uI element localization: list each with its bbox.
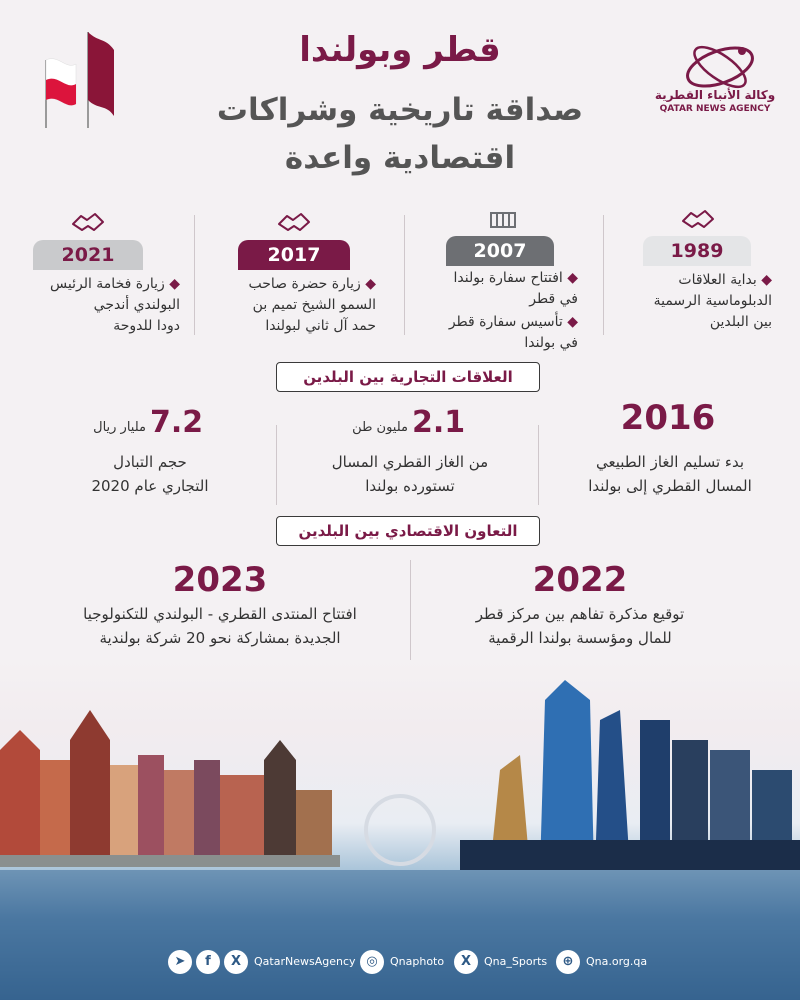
- telegram-icon[interactable]: ➤: [168, 950, 192, 974]
- timeline-1989-text: ◆ بداية العلاقات الدبلوماسية الرسمية بين البلدين: [653, 272, 772, 330]
- instagram-icon[interactable]: ◎: [360, 950, 384, 974]
- x-icon[interactable]: X: [224, 950, 248, 974]
- page-title: قطر وبولندا: [299, 30, 501, 70]
- divider: [538, 425, 539, 505]
- coop-2023-year: 2023: [172, 560, 268, 600]
- globe-icon[interactable]: ⊕: [556, 950, 580, 974]
- website-link[interactable]: Qna.org.qa: [586, 955, 648, 968]
- x-icon[interactable]: X: [454, 950, 478, 974]
- timeline-2007-text: ◆ افتتاح سفارة بولندا في قطر ◆ تأسيس سفارة قطر في بولندا: [448, 270, 578, 351]
- trade-volume-unit: مليار ريال: [93, 420, 146, 435]
- social-handle-qnaphoto[interactable]: Qnaphoto: [390, 955, 445, 968]
- social-handle-qna-sports[interactable]: Qna_Sports: [484, 955, 548, 968]
- trade-2016-number: 2016: [620, 398, 716, 438]
- divider: [404, 215, 405, 335]
- facebook-icon[interactable]: f: [196, 950, 220, 974]
- coop-2023-text: افتتاح المنتدى القطري - البولندي للتكنولوجيا الجديدة بمشاركة نحو 20 شركة بولندية: [83, 605, 357, 647]
- coop-2022-year: 2022: [532, 560, 628, 600]
- handshake-icon: [276, 210, 312, 234]
- coop-2022-text: توقيع مذكرة تفاهم بين مركز قطر للمال ومؤسسة بولندا الرقمية: [475, 605, 685, 647]
- trade-2016-text: بدء تسليم الغاز الطبيعي المسال القطري إلى بولندا: [588, 453, 752, 495]
- timeline-2021-text: ◆ زيارة فخامة الرئيس البولندي أندجي دودا للدوحة: [50, 276, 180, 334]
- year-badge-2021: 2021: [33, 240, 143, 270]
- embassy-building-icon: [485, 207, 521, 231]
- trade-lng-number: 2.1: [412, 405, 466, 440]
- trade-lng-unit: مليون طن: [352, 420, 408, 435]
- divider: [603, 215, 604, 335]
- logo-english-text: QATAR NEWS AGENCY: [659, 104, 771, 114]
- social-handle-qatarnewsagency[interactable]: QatarNewsAgency: [254, 955, 356, 968]
- page-subtitle: [190, 86, 610, 182]
- timeline-2017-text: ◆ زيارة حضرة صاحب السمو الشيخ تميم بن حمد آل ثاني لبولندا: [248, 276, 376, 334]
- year-badge-2017: 2017: [238, 240, 350, 270]
- trade-lng-text: من الغاز القطري المسال تستورده بولندا: [331, 453, 489, 495]
- social-footer: [0, 942, 800, 982]
- divider: [410, 560, 411, 660]
- divider: [276, 425, 277, 505]
- qatar-poland-flags-icon: [26, 20, 116, 130]
- subtitle-line-1: صداقة تاريخية وشراكات: [216, 92, 584, 128]
- year-badge-2007: 2007: [446, 236, 554, 266]
- trade-section-header: العلاقات التجارية بين البلدين: [276, 362, 540, 392]
- trade-volume-text: حجم التبادل التجاري عام 2020: [91, 453, 209, 495]
- logo-arabic-text: وكالة الأنباء القطرية: [654, 88, 776, 102]
- divider: [194, 215, 195, 335]
- year-badge-1989: 1989: [643, 236, 751, 266]
- cooperation-section-header: التعاون الاقتصادي بين البلدين: [276, 516, 540, 546]
- trade-volume-number: 7.2: [150, 405, 204, 440]
- handshake-icon: [680, 207, 716, 231]
- subtitle-line-2: اقتصادية واعدة: [284, 140, 516, 176]
- handshake-icon: [70, 210, 106, 234]
